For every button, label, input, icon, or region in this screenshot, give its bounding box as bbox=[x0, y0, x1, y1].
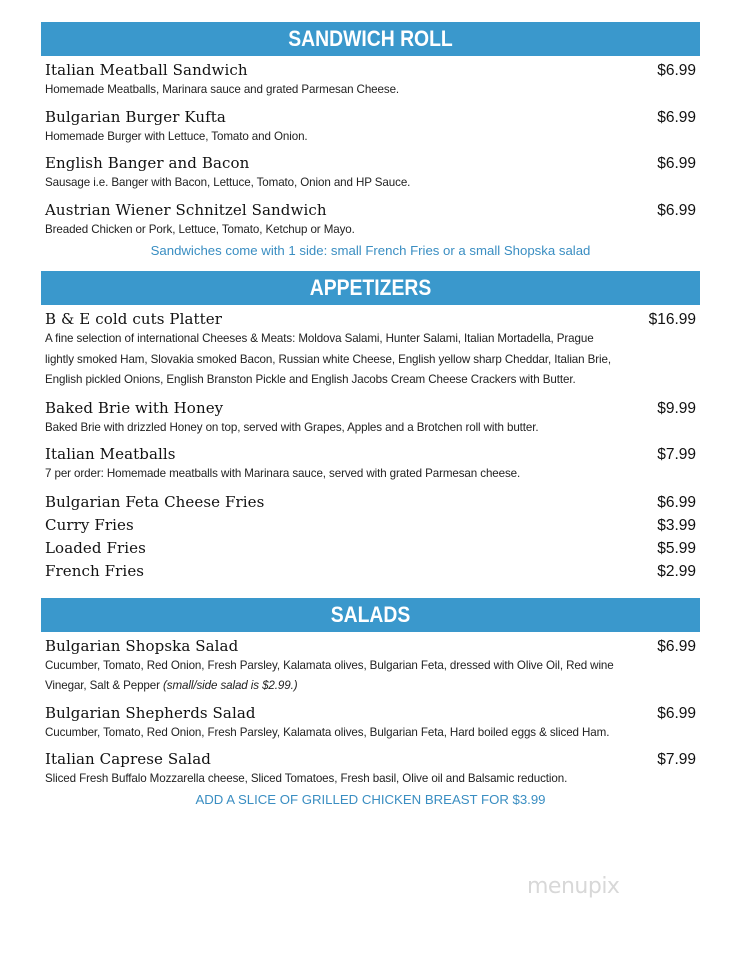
item-name: B & E cold cuts Platter bbox=[45, 310, 223, 328]
item-description-text: Vinegar, Salt & Pepper bbox=[45, 679, 164, 692]
section-title: SALADS bbox=[81, 598, 661, 632]
appetizer-items bbox=[41, 310, 700, 581]
menu-item bbox=[45, 637, 696, 697]
item-price: $6.99 bbox=[657, 704, 696, 722]
item-name: Bulgarian Shopska Salad bbox=[45, 636, 239, 655]
item-price: $3.99 bbox=[657, 516, 696, 534]
menu-item bbox=[45, 61, 696, 101]
menupix-watermark: menupix bbox=[527, 874, 620, 899]
item-price: $16.99 bbox=[648, 311, 696, 328]
menu-item bbox=[45, 399, 696, 439]
menu-item bbox=[45, 516, 696, 535]
menu-item bbox=[45, 310, 696, 391]
item-description: Sausage i.e. Banger with Bacon, Lettuce, Tomato, Onion and HP Sauce. bbox=[45, 176, 411, 189]
item-price: $6.99 bbox=[657, 493, 696, 511]
item-description-line: Cucumber, Tomato, Red Onion, Fresh Parsley, Kalamata olives, Bulgarian Feta, dressed with Olive Oil, Red wine bbox=[45, 658, 614, 672]
item-price: $9.99 bbox=[657, 399, 696, 417]
item-price: $7.99 bbox=[657, 751, 696, 768]
menu-item bbox=[45, 562, 696, 581]
item-description: Baked Brie with drizzled Honey on top, served with Grapes, Apples and a Brotchen roll with butter. bbox=[45, 420, 539, 434]
item-price: $6.99 bbox=[657, 201, 696, 219]
sandwich-side-note: Sandwiches come with 1 side: small French Fries or a small Shopska salad bbox=[150, 243, 591, 258]
item-description-line: English pickled Onions, English Branston Pickle and English Jacobs Cream Cheese Crackers with Butter. bbox=[45, 373, 576, 386]
item-name: Austrian Wiener Schnitzel Sandwich bbox=[45, 200, 327, 219]
item-description: Homemade Meatballs, Marinara sauce and grated Parmesan Cheese. bbox=[45, 83, 400, 96]
section-title: SANDWICH ROLL bbox=[81, 22, 661, 56]
item-name: English Banger and Bacon bbox=[45, 154, 250, 172]
sandwich-items bbox=[41, 61, 700, 258]
item-name: Bulgarian Burger Kufta bbox=[45, 107, 226, 126]
item-price: $6.99 bbox=[657, 637, 696, 655]
item-name: Italian Meatball Sandwich bbox=[45, 61, 248, 79]
section-title: APPETIZERS bbox=[81, 271, 661, 305]
menu-item bbox=[45, 108, 696, 148]
item-price: $2.99 bbox=[657, 562, 696, 580]
item-name: Curry Fries bbox=[45, 515, 134, 534]
item-description-line bbox=[45, 676, 696, 697]
section-header-appetizers bbox=[41, 271, 700, 305]
menu bbox=[41, 22, 700, 807]
item-description: Cucumber, Tomato, Red Onion, Fresh Parsley, Kalamata olives, Bulgarian Feta, Hard boiled eggs & sliced Ham. bbox=[45, 725, 610, 739]
chicken-addon-note: ADD A SLICE OF GRILLED CHICKEN BREAST FOR $3.99 bbox=[195, 791, 546, 807]
menu-item bbox=[45, 493, 696, 512]
item-name: Bulgarian Shepherds Salad bbox=[45, 703, 256, 722]
side-salad-price-note: (small/side salad is $2.99.) bbox=[163, 679, 298, 692]
item-description: Homemade Burger with Lettuce, Tomato and Onion. bbox=[45, 129, 308, 143]
item-description: Breaded Chicken or Pork, Lettuce, Tomato, Ketchup or Mayo. bbox=[45, 222, 355, 236]
item-name: Bulgarian Feta Cheese Fries bbox=[45, 492, 265, 511]
item-description: 7 per order: Homemade meatballs with Marinara sauce, served with grated Parmesan cheese. bbox=[45, 467, 521, 480]
item-price: $5.99 bbox=[657, 539, 696, 557]
item-name: French Fries bbox=[45, 561, 145, 580]
item-description-line: A fine selection of international Cheeses & Meats: Moldova Salami, Hunter Salami, Italian Mortadella, Prague bbox=[45, 332, 594, 345]
menu-item bbox=[45, 750, 696, 790]
menu-item bbox=[45, 445, 696, 485]
item-description-line: lightly smoked Ham, Slovakia smoked Bacon, Russian white Cheese, English yellow sharp Cheddar, Italian Brie, bbox=[45, 352, 611, 366]
item-description: Sliced Fresh Buffalo Mozzarella cheese, Sliced Tomatoes, Fresh basil, Olive oil and Balsamic reduction. bbox=[45, 772, 568, 785]
item-price: $6.99 bbox=[657, 108, 696, 126]
section-header-salads bbox=[41, 598, 700, 632]
section-header-sandwich-roll bbox=[41, 22, 700, 56]
menu-item bbox=[45, 539, 696, 558]
item-name: Baked Brie with Honey bbox=[45, 398, 224, 417]
item-price: $7.99 bbox=[657, 446, 696, 463]
item-name: Loaded Fries bbox=[45, 538, 146, 557]
item-price: $6.99 bbox=[657, 155, 696, 172]
menu-item bbox=[45, 201, 696, 241]
menu-item bbox=[45, 154, 696, 194]
salad-items bbox=[41, 637, 700, 807]
item-price: $6.99 bbox=[657, 62, 696, 79]
item-name: Italian Meatballs bbox=[45, 445, 176, 463]
menu-item bbox=[45, 704, 696, 744]
item-name: Italian Caprese Salad bbox=[45, 750, 211, 768]
